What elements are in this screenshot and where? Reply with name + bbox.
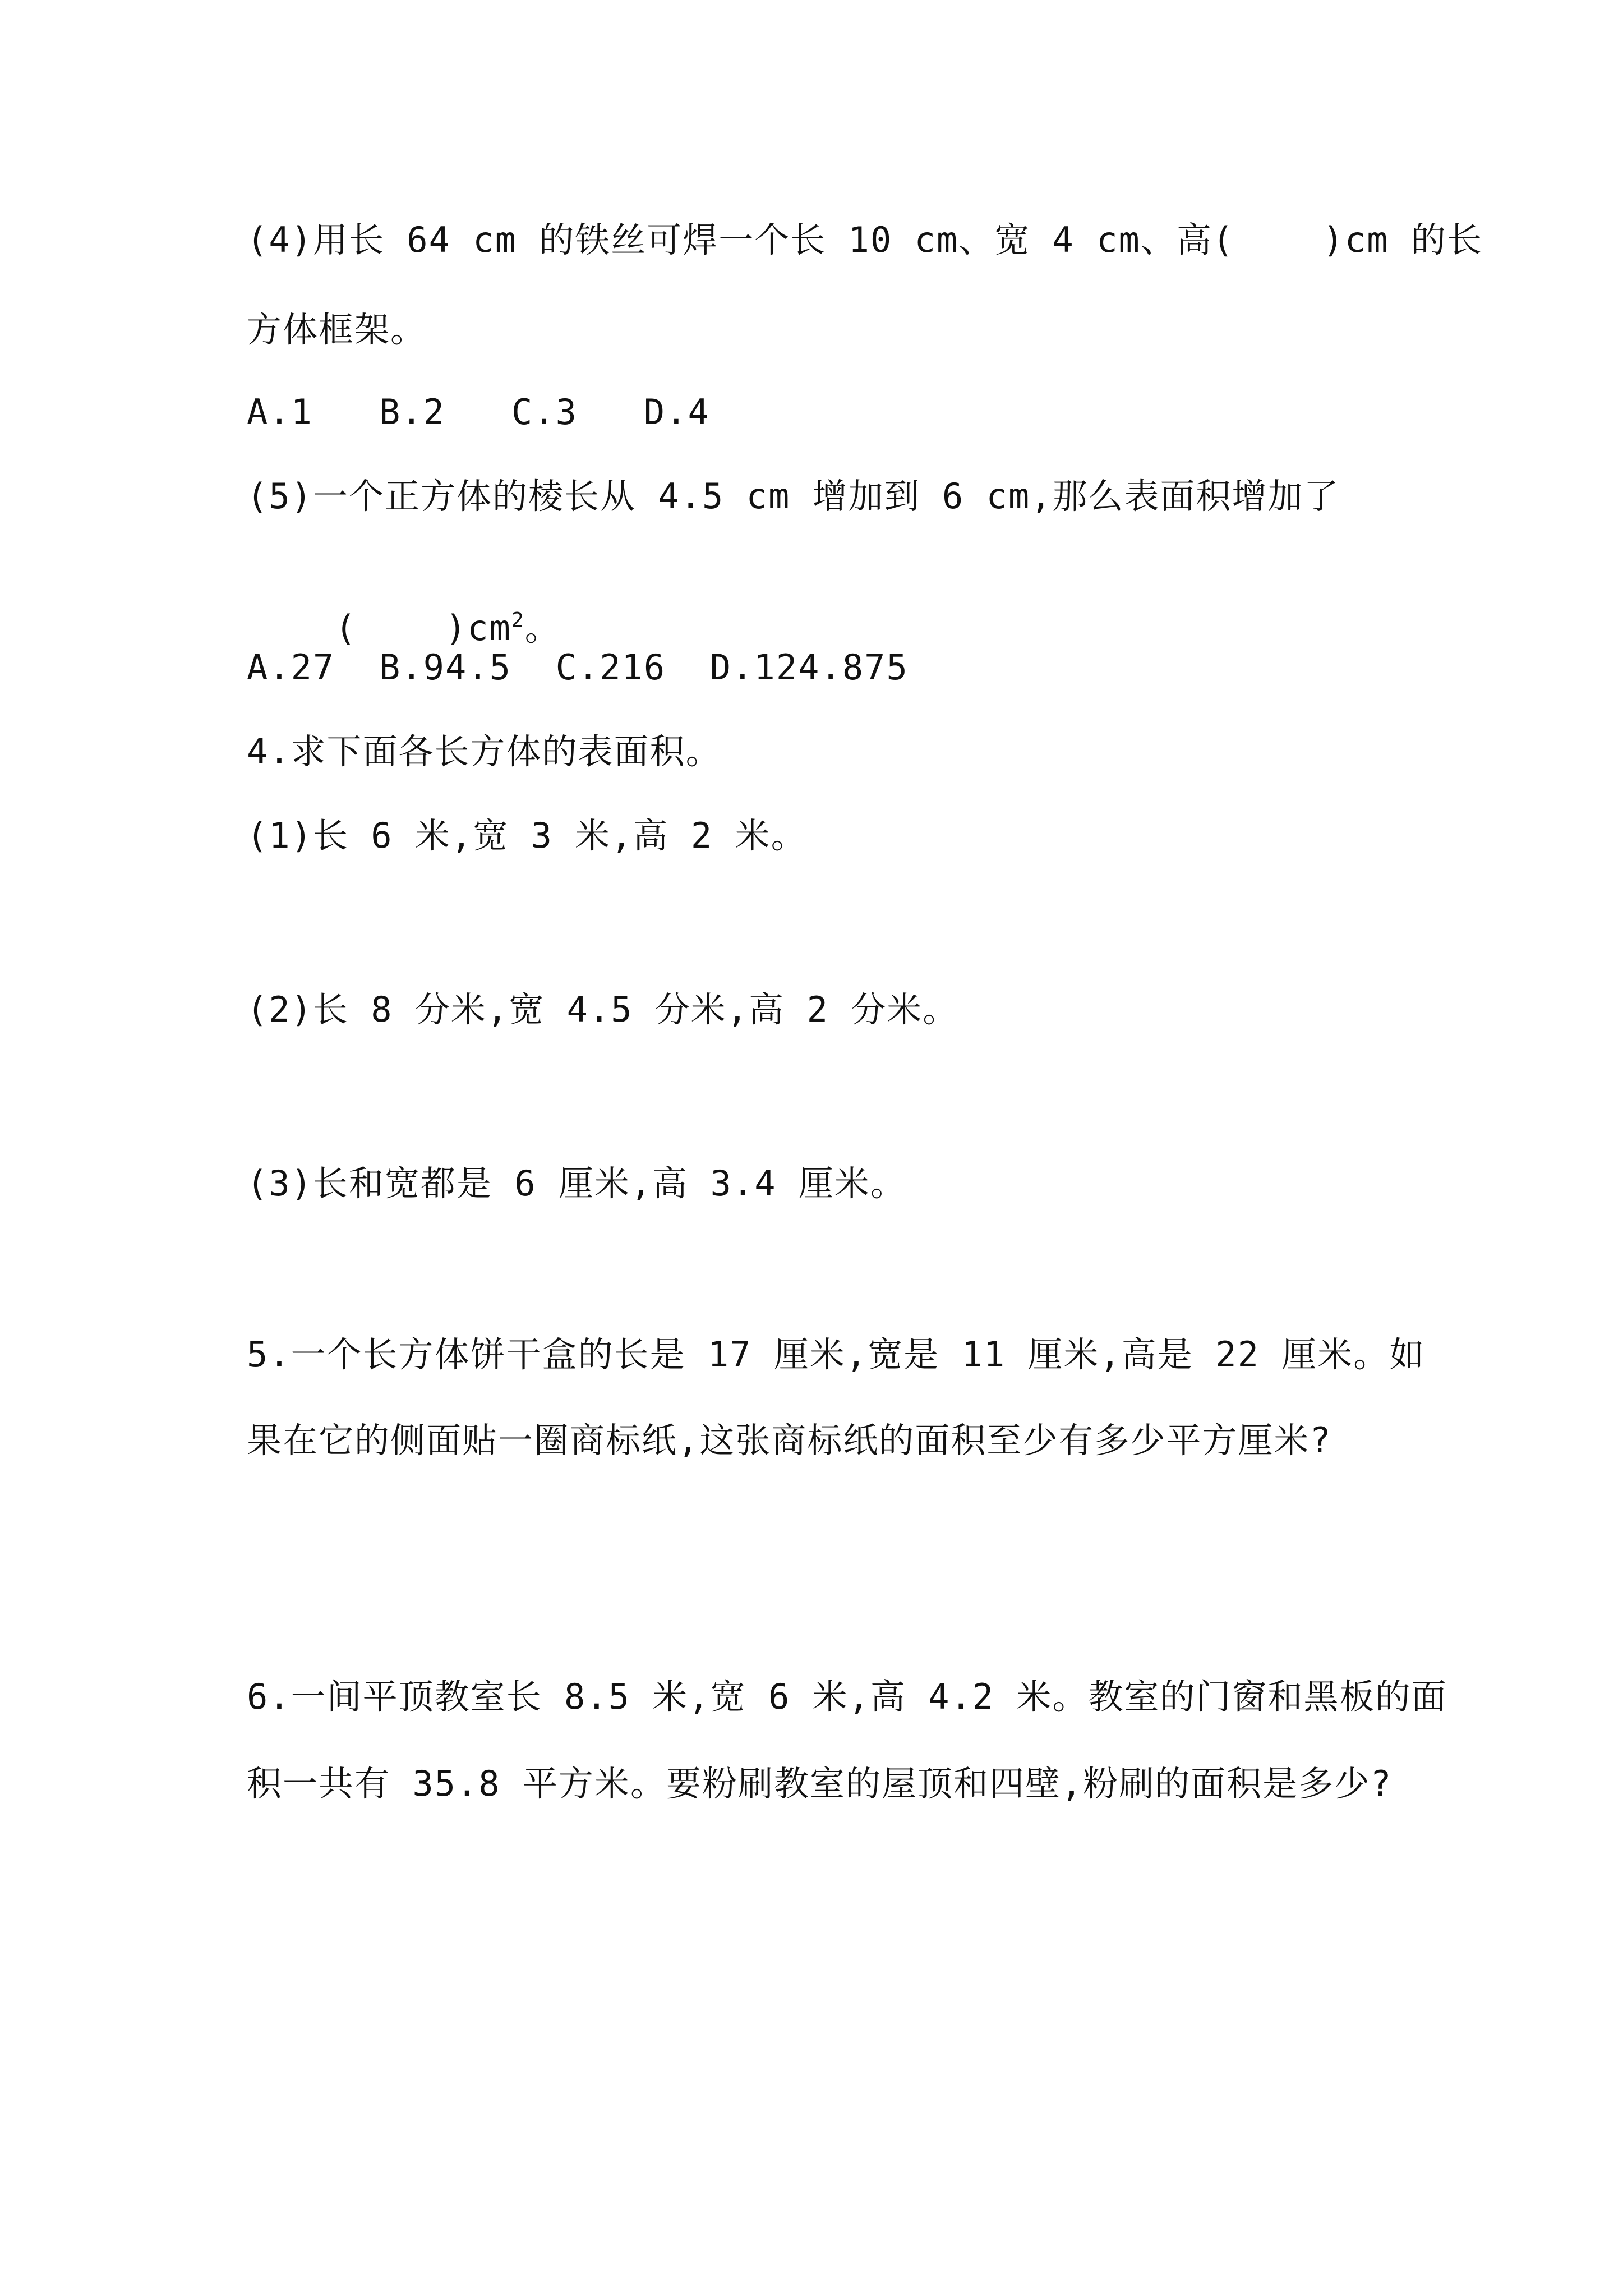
question-3-5-options: A.27 B.94.5 C.216 D.124.875: [247, 647, 909, 688]
question-4-item-1: (1)长 6 米,宽 3 米,高 2 米。: [247, 815, 807, 856]
unit-exponent: 2: [511, 609, 525, 632]
question-3-5-line-1: (5)一个正方体的棱长从 4.5 cm 增加到 6 cm,那么表面积增加了: [247, 476, 1340, 517]
question-5-line-1: 5.一个长方体饼干盒的长是 17 厘米,宽是 11 厘米,高是 22 厘米。如: [247, 1334, 1426, 1375]
question-4-item-2: (2)长 8 分米,宽 4.5 分米,高 2 分米。: [247, 989, 959, 1030]
question-4-title: 4.求下面各长方体的表面积。: [247, 731, 722, 772]
question-5-line-2: 果在它的侧面贴一圈商标纸,这张商标纸的面积至少有多少平方厘米?: [247, 1420, 1332, 1461]
question-3-4-line-1: (4)用长 64 cm 的铁丝可焊一个长 10 cm、宽 4 cm、高( )cm 的长: [247, 219, 1483, 260]
question-4-item-3: (3)长和宽都是 6 厘米,高 3.4 厘米。: [247, 1163, 906, 1204]
answer-blank-unit: ( )cm: [335, 608, 511, 648]
question-3-4-options: A.1 B.2 C.3 D.4: [247, 392, 710, 432]
question-6-line-1: 6.一间平顶教室长 8.5 米,宽 6 米,高 4.2 米。教室的门窗和黑板的面: [247, 1676, 1447, 1717]
question-6-line-2: 积一共有 35.8 平方米。要粉刷教室的屋顶和四壁,粉刷的面积是多少?: [247, 1763, 1393, 1804]
sentence-end: 。: [524, 608, 561, 648]
question-3-4-line-2: 方体框架。: [247, 309, 427, 350]
